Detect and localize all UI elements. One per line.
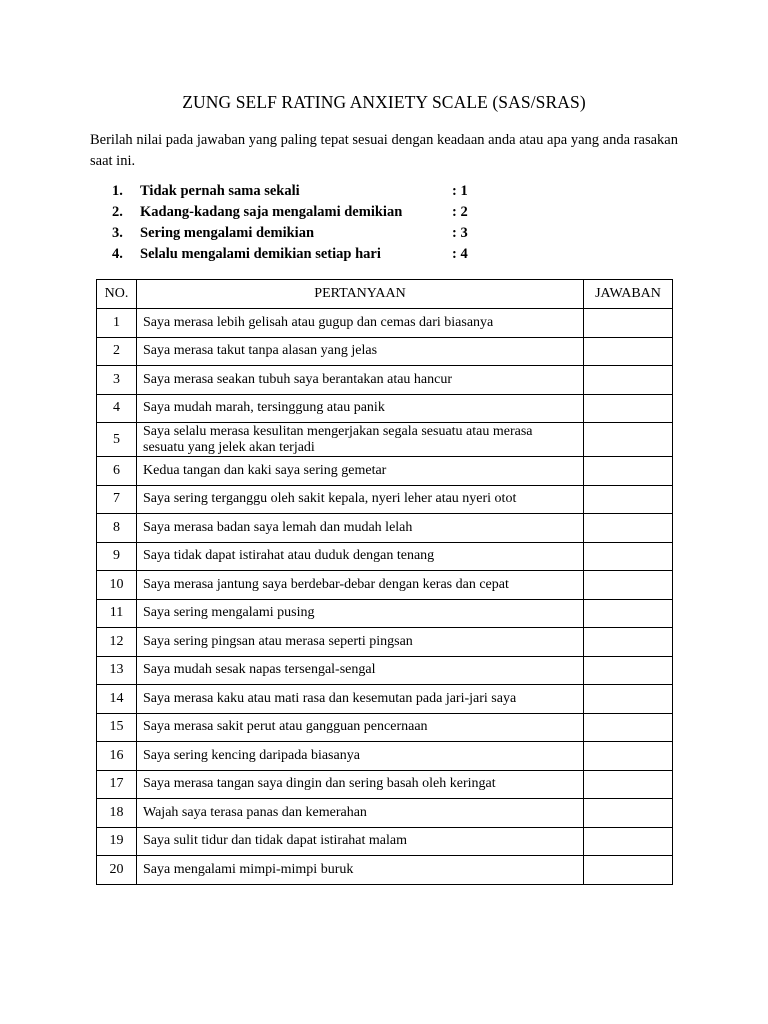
question-number: 17 xyxy=(97,770,137,799)
document-title: ZUNG SELF RATING ANXIETY SCALE (SAS/SRAS) xyxy=(182,92,586,112)
questionnaire-table xyxy=(96,279,673,885)
table-row xyxy=(97,628,673,657)
answer-cell[interactable] xyxy=(584,799,673,828)
answer-cell[interactable] xyxy=(584,337,673,366)
answer-cell[interactable] xyxy=(584,542,673,571)
answer-cell[interactable] xyxy=(584,423,673,457)
question-number: 2 xyxy=(97,337,137,366)
scale-number: 1. xyxy=(112,183,123,199)
scale-value: : 4 xyxy=(452,246,468,262)
table-row xyxy=(97,656,673,685)
rating-scale-list xyxy=(112,183,512,267)
answer-cell[interactable] xyxy=(584,742,673,771)
rating-scale-item xyxy=(112,225,512,246)
question-number: 10 xyxy=(97,571,137,600)
scale-label: Kadang-kadang saja mengalami demikian xyxy=(140,204,403,220)
scale-value: : 3 xyxy=(452,225,468,241)
question-number: 20 xyxy=(97,856,137,885)
table-row xyxy=(97,799,673,828)
scale-value: : 2 xyxy=(452,204,468,220)
table-row xyxy=(97,514,673,543)
table-row xyxy=(97,685,673,714)
answer-cell[interactable] xyxy=(584,599,673,628)
table-row xyxy=(97,366,673,395)
question-number: 19 xyxy=(97,827,137,856)
questionnaire-body xyxy=(97,309,673,885)
question-text: Saya merasa badan saya lemah dan mudah lelah xyxy=(137,514,584,543)
answer-cell[interactable] xyxy=(584,457,673,486)
question-text: Saya sering terganggu oleh sakit kepala, nyeri leher atau nyeri otot xyxy=(137,485,584,514)
question-text: Saya mudah sesak napas tersengal-sengal xyxy=(137,656,584,685)
question-number: 13 xyxy=(97,656,137,685)
answer-cell[interactable] xyxy=(584,628,673,657)
question-number: 12 xyxy=(97,628,137,657)
answer-cell[interactable] xyxy=(584,770,673,799)
question-text: Kedua tangan dan kaki saya sering gemetar xyxy=(137,457,584,486)
question-text: Saya merasa takut tanpa alasan yang jelas xyxy=(137,337,584,366)
question-number: 18 xyxy=(97,799,137,828)
question-number: 4 xyxy=(97,394,137,423)
question-text: Wajah saya terasa panas dan kemerahan xyxy=(137,799,584,828)
table-header-row xyxy=(97,280,673,309)
question-number: 5 xyxy=(97,423,137,457)
answer-cell[interactable] xyxy=(584,485,673,514)
question-text: Saya merasa jantung saya berdebar-debar dengan keras dan cepat xyxy=(137,571,584,600)
question-number: 11 xyxy=(97,599,137,628)
scale-number: 4. xyxy=(112,246,123,262)
table-row xyxy=(97,571,673,600)
answer-cell[interactable] xyxy=(584,656,673,685)
answer-cell[interactable] xyxy=(584,713,673,742)
question-text: Saya merasa kaku atau mati rasa dan kesemutan pada jari-jari saya xyxy=(137,685,584,714)
scale-label: Tidak pernah sama sekali xyxy=(140,183,300,199)
answer-cell[interactable] xyxy=(584,571,673,600)
question-number: 8 xyxy=(97,514,137,543)
question-text: Saya tidak dapat istirahat atau duduk dengan tenang xyxy=(137,542,584,571)
question-number: 9 xyxy=(97,542,137,571)
table-row xyxy=(97,337,673,366)
answer-cell[interactable] xyxy=(584,514,673,543)
table-row xyxy=(97,457,673,486)
answer-cell[interactable] xyxy=(584,309,673,338)
table-row xyxy=(97,542,673,571)
table-row xyxy=(97,713,673,742)
scale-number: 3. xyxy=(112,225,123,241)
question-text: Saya sering pingsan atau merasa seperti pingsan xyxy=(137,628,584,657)
header-answer: JAWABAN xyxy=(584,280,673,309)
question-number: 3 xyxy=(97,366,137,395)
header-no: NO. xyxy=(97,280,137,309)
answer-cell[interactable] xyxy=(584,856,673,885)
scale-label: Sering mengalami demikian xyxy=(140,225,315,241)
answer-cell[interactable] xyxy=(584,685,673,714)
question-number: 14 xyxy=(97,685,137,714)
table-row xyxy=(97,770,673,799)
answer-cell[interactable] xyxy=(584,827,673,856)
question-text: Saya sulit tidur dan tidak dapat istirahat malam xyxy=(137,827,584,856)
table-row xyxy=(97,827,673,856)
answer-cell[interactable] xyxy=(584,366,673,395)
question-text: Saya sering kencing daripada biasanya xyxy=(137,742,584,771)
table-row xyxy=(97,485,673,514)
table-row xyxy=(97,309,673,338)
question-number: 16 xyxy=(97,742,137,771)
question-text: Saya mudah marah, tersinggung atau panik xyxy=(137,394,584,423)
question-number: 6 xyxy=(97,457,137,486)
table-row xyxy=(97,423,673,457)
table-row xyxy=(97,599,673,628)
table-row xyxy=(97,394,673,423)
question-number: 15 xyxy=(97,713,137,742)
question-text: Saya merasa tangan saya dingin dan sering basah oleh keringat xyxy=(137,770,584,799)
question-text: Saya merasa lebih gelisah atau gugup dan cemas dari biasanya xyxy=(137,309,584,338)
table-row xyxy=(97,742,673,771)
question-text: Saya selalu merasa kesulitan mengerjakan segala sesuatu atau merasa sesuatu yang jelek akan terjadi xyxy=(137,423,584,457)
instructions-paragraph: Berilah nilai pada jawaban yang paling tepat sesuai dengan keadaan anda atau apa yang anda rasakan saat ini. xyxy=(90,132,678,169)
question-text: Saya sering mengalami pusing xyxy=(137,599,584,628)
header-question: PERTANYAAN xyxy=(137,280,584,309)
scale-number: 2. xyxy=(112,204,123,220)
question-number: 7 xyxy=(97,485,137,514)
question-text: Saya mengalami mimpi-mimpi buruk xyxy=(137,856,584,885)
rating-scale-item xyxy=(112,246,512,267)
scale-label: Selalu mengalami demikian setiap hari xyxy=(140,246,381,262)
rating-scale-item xyxy=(112,183,512,204)
answer-cell[interactable] xyxy=(584,394,673,423)
table-row xyxy=(97,856,673,885)
question-text: Saya merasa sakit perut atau gangguan pencernaan xyxy=(137,713,584,742)
scale-value: : 1 xyxy=(452,183,468,199)
question-number: 1 xyxy=(97,309,137,338)
question-text: Saya merasa seakan tubuh saya berantakan atau hancur xyxy=(137,366,584,395)
rating-scale-item xyxy=(112,204,512,225)
